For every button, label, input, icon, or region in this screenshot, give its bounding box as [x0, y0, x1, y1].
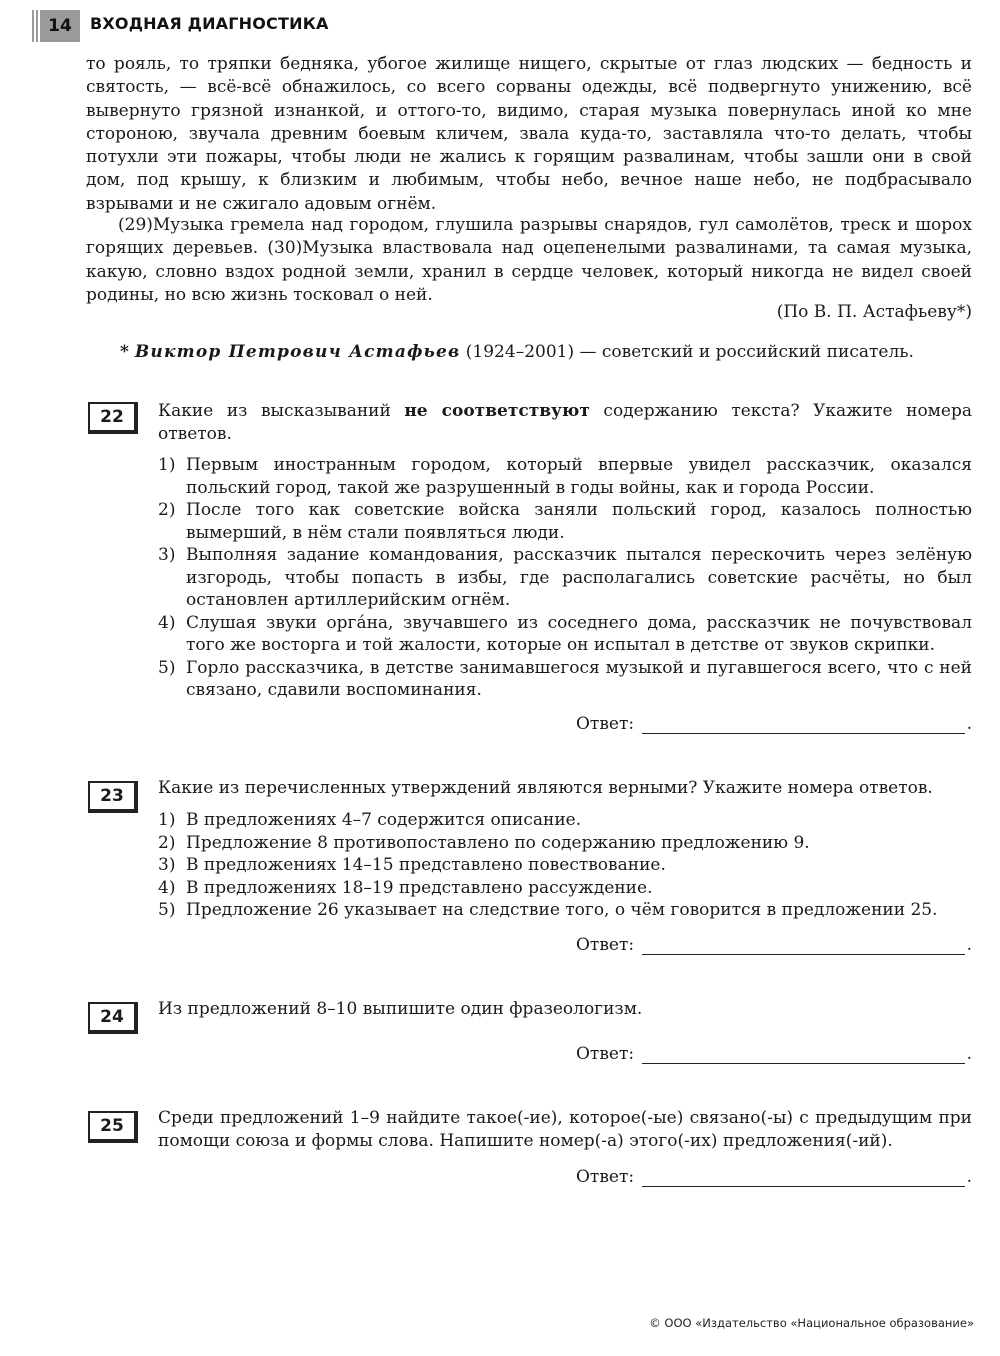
- answer-line[interactable]: [642, 716, 964, 734]
- passage-paragraph-2: (29)Музыка гремела над городом, глушила разрывы снарядов, гул самолётов, треск и шорох горящих деревьев. (30)Музыка властвовала над оцепенелыми развалинами, та самая музыка, какую, словно вздох родной земли, хранил в сердце человек, который никогда не видел своей родины, но всю жизнь тосковал о ней.: [86, 215, 972, 305]
- answer-label: Ответ:: [576, 714, 635, 734]
- page-header: [0, 0, 1000, 48]
- question-text-pre: Какие из высказываний: [158, 401, 405, 421]
- option-number: 5): [158, 657, 176, 678]
- answer-row: [576, 1044, 972, 1064]
- task-question: Какие из перечисленных утверждений являются верными? Укажите номера ответов.: [158, 778, 933, 798]
- option-text: В предложениях 18–19 представлено рассуждение.: [186, 877, 653, 898]
- task-question: [158, 400, 972, 445]
- passage-source: (По В. П. Астафьеву*): [776, 302, 972, 322]
- option-number: 4): [158, 612, 176, 633]
- option-text: Выполняя задание командования, рассказчик пытался перескочить через зелёную изгородь, чтобы попасть в избы, где располагались советские расчёты, но был остановлен артиллерийским огнём.: [186, 545, 972, 610]
- options-list: [158, 809, 972, 922]
- question-text-post: содержанию текста? Укажите номера ответов.: [158, 401, 972, 444]
- task-number: 24: [88, 1002, 136, 1032]
- option-number: 2): [158, 832, 176, 853]
- option-item: [158, 499, 972, 544]
- answer-label: Ответ:: [576, 935, 635, 955]
- section-title: ВХОДНАЯ ДИАГНОСТИКА: [90, 14, 329, 33]
- option-text: После того как советские войска заняли польский город, казалось полностью вымерший, в нём стали появляться люди.: [186, 500, 972, 543]
- answer-row: [576, 1167, 972, 1187]
- answer-line[interactable]: [642, 1169, 964, 1187]
- option-number: 4): [158, 877, 176, 898]
- option-item: [158, 854, 972, 877]
- option-number: 3): [158, 855, 176, 875]
- option-number: 2): [158, 500, 176, 520]
- footnote: [120, 342, 914, 362]
- option-number: 1): [158, 810, 176, 830]
- option-text: В предложениях 4–7 содержится описание.: [186, 810, 582, 830]
- option-text: Горло рассказчика, в детстве занимавшегося музыкой и пугавшегося всего, что с ней связано, сдавили воспоминания.: [186, 657, 972, 700]
- answer-line[interactable]: [642, 937, 964, 955]
- task-question: Из предложений 8–10 выпишите один фразеологизм.: [158, 999, 643, 1019]
- page-number: 14: [40, 10, 80, 42]
- option-item: [158, 454, 972, 499]
- option-text: Слушая звуки орга́на, звучавшего из соседнего дома, рассказчик не почувствовал того же восторга и той жалости, которые он испытал в детстве от звуков скрипки.: [186, 612, 972, 655]
- option-number: 3): [158, 545, 176, 565]
- task-question: Среди предложений 1–9 найдите такое(-ие), которое(-ые) связано(-ы) с предыдущим при помощи союза и формы слова. Напишите номер(-а) этого(-их) предложения(-ий).: [158, 1108, 972, 1151]
- answer-row: [576, 714, 972, 734]
- copyright: © ООО «Издательство «Национальное образование»: [649, 1316, 974, 1330]
- option-item: [158, 612, 972, 657]
- option-item: [158, 544, 972, 612]
- option-item: [158, 877, 972, 900]
- answer-label: Ответ:: [576, 1044, 635, 1064]
- task-number: 22: [88, 402, 136, 432]
- answer-label: Ответ:: [576, 1167, 635, 1187]
- option-text: В предложениях 14–15 представлено повествование.: [186, 855, 666, 875]
- option-text: Предложение 26 указывает на следствие того, о чём говорится в предложении 25.: [186, 900, 938, 920]
- answer-period: .: [966, 935, 972, 955]
- option-text: Предложение 8 противопоставлено по содержанию предложению 9.: [186, 832, 810, 853]
- option-text: Первым иностранным городом, который впервые увидел рассказчик, оказался польский город, такой же разрушенный в годы войны, как и города России.: [186, 455, 972, 498]
- option-item: [158, 657, 972, 702]
- task-number: 25: [88, 1111, 136, 1141]
- task-number: 23: [88, 781, 136, 811]
- footnote-star: *: [120, 342, 135, 362]
- footnote-author: Виктор Петрович Астафьев: [134, 342, 461, 362]
- question-emphasis: не соответствуют: [404, 401, 590, 421]
- answer-period: .: [966, 1167, 972, 1187]
- options-list: [158, 454, 972, 702]
- answer-line[interactable]: [642, 1046, 964, 1064]
- answer-row: [576, 935, 972, 955]
- passage-paragraph-1: то рояль, то тряпки бедняка, убогое жилище нищего, скрытые от глаз людских — бедность и святость, — всё-всё обнажилось, со всего сорваны одежды, всё подвергнуто унижению, всё вывернуто грязной изнанкой, и оттого-то, видимо, старая музыка повернулась иной ко мне стороною, звучала древним боевым кличем, звала куда-то, заставляла что-то делать, чтобы потухли эти пожары, чтобы люди не жались к горящим развалинам, чтобы зашли они в свой дом, под крышу, к близким и любимым, чтобы небо, вечное наше небо, не подбрасывало взрывами и не сжигало адовым огнём.: [86, 54, 972, 214]
- option-item: [158, 899, 972, 922]
- option-item: [158, 832, 972, 855]
- footnote-text: (1924–2001) — советский и российский писатель.: [460, 342, 914, 362]
- answer-period: .: [966, 714, 972, 734]
- answer-period: .: [966, 1044, 972, 1064]
- option-item: [158, 809, 972, 832]
- option-number: 5): [158, 900, 176, 920]
- option-number: 1): [158, 455, 176, 475]
